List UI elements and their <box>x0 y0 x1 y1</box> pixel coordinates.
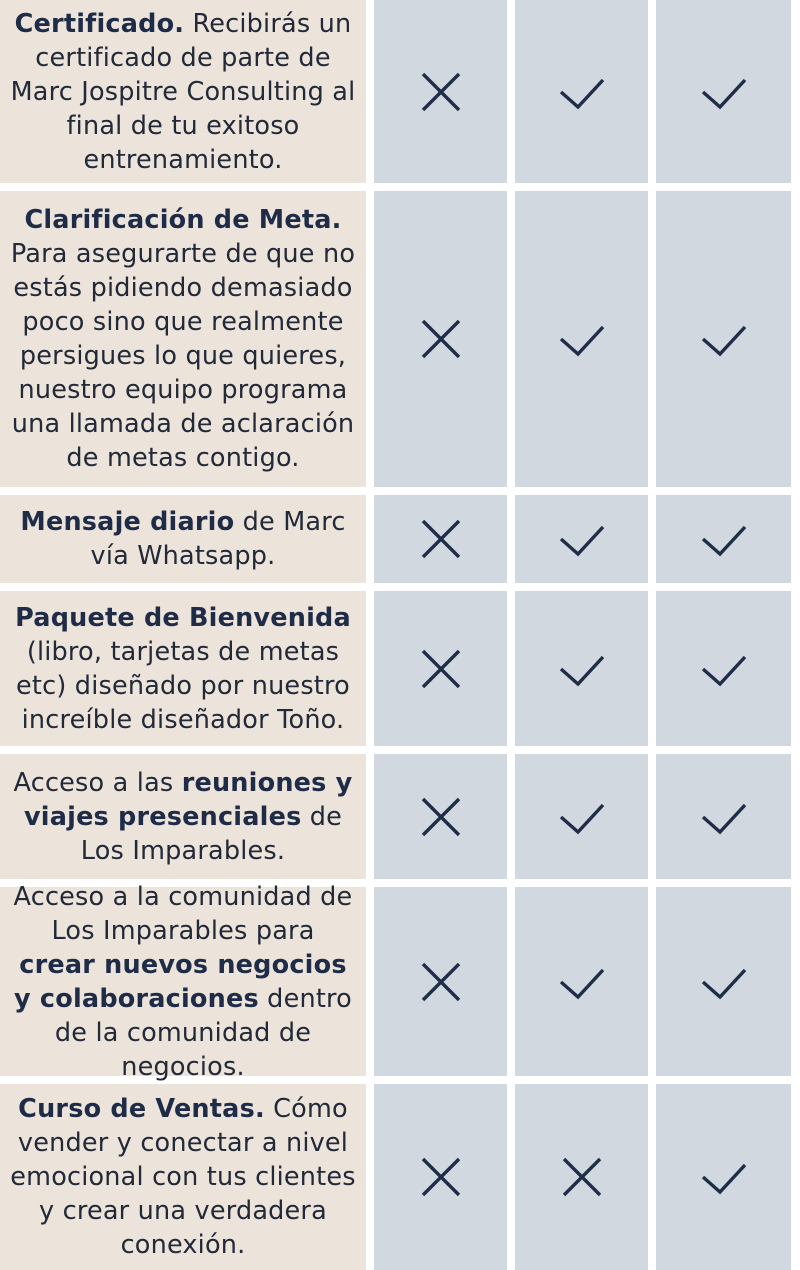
plan-1-cell <box>374 591 507 746</box>
check-icon <box>560 317 604 361</box>
cross-icon <box>419 317 463 361</box>
plan-2-cell <box>515 191 648 487</box>
feature-cell <box>0 495 366 583</box>
plan-1-cell <box>374 887 507 1076</box>
feature-text: dentro de la comunidad de negocios. <box>54 983 352 1082</box>
check-icon <box>560 647 604 691</box>
plan-1-cell <box>374 1084 507 1270</box>
feature-description <box>10 766 356 868</box>
check-icon <box>702 70 746 114</box>
plan-1-cell <box>374 495 507 583</box>
plan-2-cell <box>515 495 648 583</box>
plan-2-cell <box>515 887 648 1076</box>
check-icon <box>702 1155 746 1199</box>
feature-highlight: Clarificación de Meta. <box>24 205 342 235</box>
plan-2-cell <box>515 591 648 746</box>
plan-2-cell <box>515 754 648 879</box>
feature-text: de Los Imparables. <box>80 801 343 866</box>
feature-highlight: Mensaje diario <box>20 507 235 537</box>
feature-cell <box>0 881 366 1082</box>
feature-description <box>10 601 356 737</box>
feature-text: Acceso a la comunidad de Los Imparables para <box>13 881 353 946</box>
feature-cell <box>0 591 366 746</box>
feature-description <box>10 880 356 1084</box>
plan-3-cell <box>656 0 791 183</box>
feature-description <box>10 203 356 475</box>
feature-highlight: Curso de Ventas. <box>18 1094 265 1124</box>
feature-cell <box>0 754 366 879</box>
cross-icon <box>419 795 463 839</box>
cross-icon <box>560 1155 604 1199</box>
plan-3-cell <box>656 887 791 1076</box>
feature-cell <box>0 1084 366 1270</box>
cross-icon <box>419 1155 463 1199</box>
feature-highlight: reuniones y viajes presenciales <box>23 767 353 832</box>
plan-2-cell <box>515 1084 648 1270</box>
cross-icon <box>419 70 463 114</box>
feature-cell <box>0 191 366 487</box>
plan-3-cell <box>656 495 791 583</box>
check-icon <box>560 70 604 114</box>
feature-description <box>10 1092 356 1262</box>
cross-icon <box>419 960 463 1004</box>
plan-3-cell <box>656 191 791 487</box>
feature-highlight: crear nuevos negocios y colaboraciones <box>14 949 347 1014</box>
feature-description <box>10 505 356 573</box>
plan-2-cell <box>515 0 648 183</box>
check-icon <box>702 647 746 691</box>
check-icon <box>560 795 604 839</box>
plan-3-cell <box>656 591 791 746</box>
check-icon <box>560 517 604 561</box>
plan-3-cell <box>656 754 791 879</box>
feature-text: Acceso a las <box>13 767 182 798</box>
cross-icon <box>419 647 463 691</box>
check-icon <box>702 960 746 1004</box>
check-icon <box>702 517 746 561</box>
check-icon <box>560 960 604 1004</box>
feature-description <box>10 7 356 177</box>
check-icon <box>702 317 746 361</box>
feature-cell <box>0 0 366 183</box>
feature-text: Para asegurarte de que no estás pidiendo demasiado poco sino que realmente persigues lo que quieres, nuestro equipo programa una llamada de aclaración de metas contigo. <box>10 239 356 473</box>
feature-text: Recibirás un certificado de parte de Marc Jospitre Consulting al final de tu exitoso entrenamiento. <box>10 8 356 175</box>
cross-icon <box>419 517 463 561</box>
feature-highlight: Paquete de Bienvenida <box>15 602 351 633</box>
feature-highlight: Certificado. <box>14 8 185 39</box>
feature-text: (libro, tarjetas de metas etc) diseñado por nuestro increíble diseñador Toño. <box>16 636 350 735</box>
check-icon <box>702 795 746 839</box>
plan-1-cell <box>374 754 507 879</box>
plan-3-cell <box>656 1084 791 1270</box>
feature-text: de Marc vía Whatsapp. <box>90 507 346 571</box>
plan-1-cell <box>374 191 507 487</box>
plan-1-cell <box>374 0 507 183</box>
feature-text: Cómo vender y conectar a nivel emocional con tus clientes y crear una verdadera conexión. <box>10 1094 356 1260</box>
